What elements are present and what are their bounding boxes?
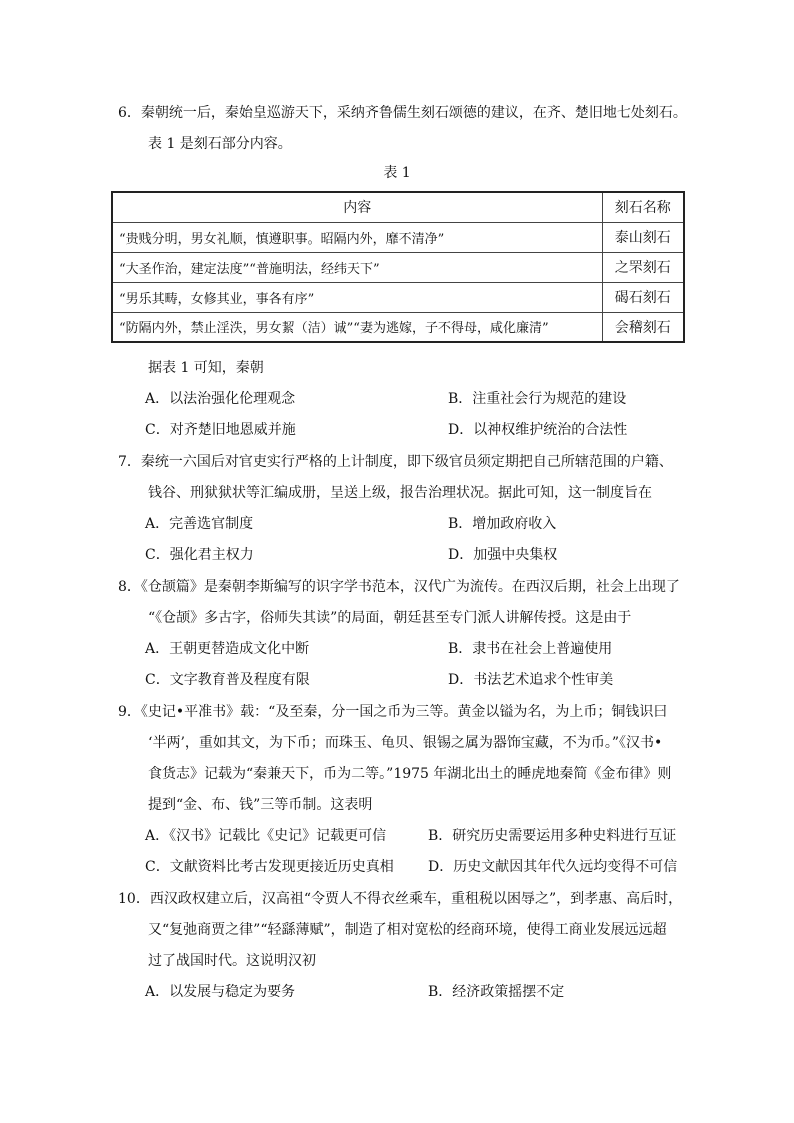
q6-option-d[interactable]: D．以神权维护统治的合法性	[448, 422, 628, 438]
q6-option-c[interactable]: C．对齐楚旧地恩威并施	[145, 422, 296, 438]
q7-line-1: 7．秦统一六国后对官吏实行严格的上计制度，即下级官员须定期把自己所辖范围的户籍、	[118, 454, 673, 470]
table-row	[112, 282, 684, 312]
table-row	[112, 222, 684, 252]
header-name: 刻石名称	[602, 192, 684, 222]
q8-option-d[interactable]: D．书法艺术追求个性审美	[448, 672, 614, 688]
inscription-table	[111, 191, 685, 343]
q9-option-d[interactable]: D．历史文献因其年代久远均变得不可信	[428, 859, 678, 875]
q6-line-1: 6．秦朝统一后，秦始皇巡游天下，采纳齐鲁儒生刻石颂德的建议，在齐、楚旧地七处刻石。	[118, 105, 687, 121]
q7-line-2: 钱谷、刑狱狱状等汇编成册，呈送上级，报告治理状况。据此可知，这一制度旨在	[148, 485, 652, 501]
q6-line-2: 表 1 是刻石部分内容。	[148, 136, 292, 152]
row-name: 碣石刻石	[602, 282, 684, 312]
table-header-row	[112, 192, 684, 222]
table-row	[112, 252, 684, 282]
q8-line-2: “《仓颉》多古字，俗师失其读”的局面，朝廷甚至专门派人讲解传授。这是由于	[148, 610, 632, 626]
row-name: 之罘刻石	[602, 252, 684, 282]
table-caption: 表 1	[383, 165, 411, 181]
row-name: 泰山刻石	[602, 222, 684, 252]
row-content: “防隔内外，禁止淫泆，男女絜（洁）诚”“妻为逃嫁，子不得母，咸化廉清”	[112, 312, 602, 342]
q8-line-1: 8．《仓颉篇》是秦朝李斯编写的识字学书范本，汉代广为流传。在西汉后期，社会上出现了	[118, 579, 680, 595]
q10-line-1: 10．西汉政权建立后，汉高祖“令贾人不得衣丝乘车，重租税以困辱之”，到孝惠、高后时，	[118, 891, 683, 907]
row-content: “男乐其畴，女修其业，事各有序”	[112, 282, 602, 312]
q7-option-c[interactable]: C．强化君主权力	[145, 547, 254, 563]
q8-option-c[interactable]: C．文字教育普及程度有限	[145, 672, 310, 688]
q7-option-a[interactable]: A．完善选官制度	[145, 516, 254, 532]
q9-line-1: 9．《史记•平准书》载：“及至秦，分一国之币为三等。黄金以镒为名，为上币；铜钱识曰	[118, 704, 668, 720]
q9-option-c[interactable]: C．文献资料比考古发现更接近历史真相	[145, 859, 394, 875]
q9-line-2: ‘半两’，重如其文，为下币；而珠玉、龟贝、银锡之属为器饰宝藏，不为币。”《汉书•	[148, 735, 663, 751]
q10-line-2: 又“复弛商贾之律”“轻繇薄赋”，制造了相对宽松的经商环境，使得工商业发展远远超	[148, 922, 667, 938]
table-row	[112, 312, 684, 342]
q10-line-3: 过了战国时代。这说明汉初	[148, 953, 316, 969]
q7-option-d[interactable]: D．加强中央集权	[448, 547, 558, 563]
q9-option-b[interactable]: B．研究历史需要运用多种史料进行互证	[428, 828, 677, 844]
q9-line-4: 提到“金、布、钱”三等币制。这表明	[148, 797, 373, 813]
q6-stem: 据表 1 可知，秦朝	[148, 360, 264, 376]
q6-option-a[interactable]: A．以法治强化伦理观念	[145, 391, 296, 407]
q7-option-b[interactable]: B．增加政府收入	[448, 516, 557, 532]
row-content: “大圣作治，建定法度”“普施明法，经纬天下”	[112, 252, 602, 282]
q8-option-a[interactable]: A．王朝更替造成文化中断	[145, 641, 310, 657]
q9-option-a[interactable]: A．《汉书》记载比《史记》记载更可信	[145, 828, 387, 844]
q8-option-b[interactable]: B．隶书在社会上普遍使用	[448, 641, 613, 657]
header-content: 内容	[112, 192, 602, 222]
q6-option-b[interactable]: B．注重社会行为规范的建设	[448, 391, 627, 407]
q9-line-3: 食货志》记载为“秦兼天下，币为二等。”1975 年湖北出土的睡虎地秦简《金布律》则	[148, 766, 672, 782]
row-content: “贵贱分明，男女礼顺，慎遵职事。昭隔内外，靡不清净”	[112, 222, 602, 252]
row-name: 会稽刻石	[602, 312, 684, 342]
q10-option-a[interactable]: A．以发展与稳定为要务	[145, 984, 296, 1000]
q10-option-b[interactable]: B．经济政策摇摆不定	[428, 984, 565, 1000]
